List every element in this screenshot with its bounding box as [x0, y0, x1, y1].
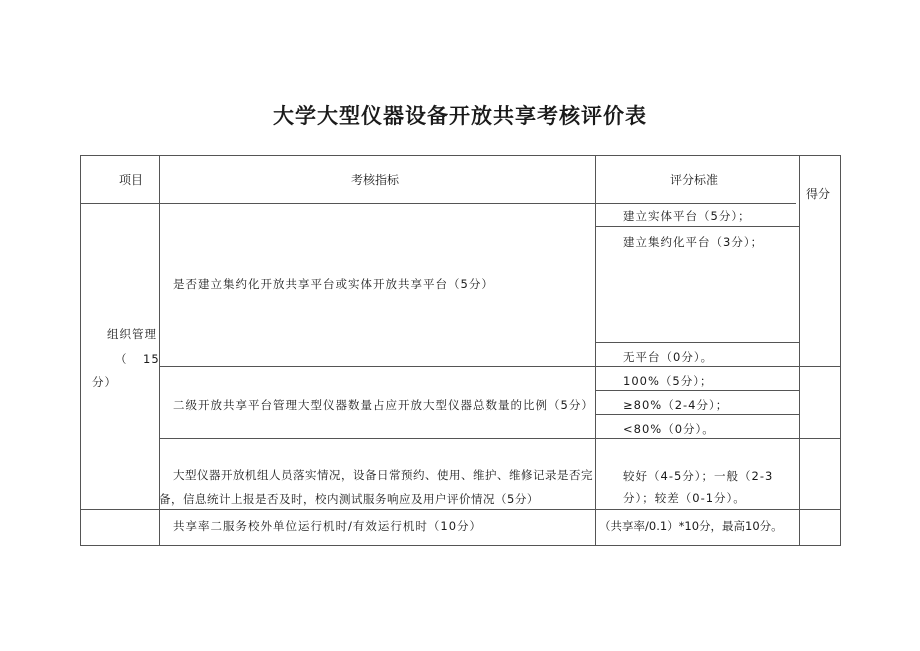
header-standard: 评分标准 — [670, 173, 719, 187]
table-border-left — [80, 155, 81, 546]
row1-sub-divider-2 — [595, 342, 800, 343]
row1-standard-1: 建立实体平台（5分）； — [623, 209, 751, 223]
table-border-top — [80, 155, 841, 156]
row3-divider — [80, 509, 841, 510]
row3-indicator-line2: 备，信息统计上报是否及时，校内测试服务响应及用户评价情况（5分） — [159, 492, 539, 506]
row2-divider — [159, 438, 841, 439]
row1-divider — [159, 366, 841, 367]
row3-standard-line2: 分）；较差（0-1分）。 — [623, 491, 746, 505]
row3-indicator-line1: 大型仪器开放机组人员落实情况，设备日常预约、使用、维护、维修记录是否完 — [173, 468, 593, 482]
row4-indicator: 共享率二服务校外单位运行机时/有效运行机时（10分） — [173, 519, 483, 533]
row2-sub-divider-1 — [595, 390, 800, 391]
header-divider — [80, 203, 796, 204]
row1-sub-divider-1 — [595, 226, 800, 227]
row1-standard-2: 建立集约化平台（3分）； — [623, 235, 764, 249]
row2-indicator: 二级开放共享平台管理大型仪器数量占应开放大型仪器总数量的比例（5分） — [173, 398, 594, 412]
column-divider-2 — [595, 155, 596, 546]
row3-standard-line1: 较好（4-5分）；一般（2-3 — [623, 469, 774, 483]
section-label-points: 15 — [143, 352, 160, 366]
row4-standard: （共享率/0.1）*10分，最高10分。 — [599, 519, 783, 533]
column-divider-3 — [799, 155, 800, 546]
document-title: 大学大型仪器设备开放共享考核评价表 — [273, 104, 647, 128]
row2-standard-2: ≥80%（2-4分）； — [623, 398, 729, 412]
section-label-open-paren: （ — [115, 352, 128, 366]
table-border-right — [840, 155, 841, 546]
row2-sub-divider-2 — [595, 414, 800, 415]
row2-standard-1: 100%（5分）； — [623, 374, 713, 388]
row2-standard-3: <80%（0分）。 — [623, 422, 715, 436]
table-border-bottom — [80, 545, 841, 546]
header-indicator: 考核指标 — [351, 173, 400, 187]
section-label-line3: 分） — [92, 375, 117, 389]
header-score: 得分 — [806, 187, 831, 201]
row1-indicator: 是否建立集约化开放共享平台或实体开放共享平台（5分） — [173, 277, 494, 291]
row1-standard-3: 无平台（0分）。 — [623, 350, 714, 364]
header-item: 项目 — [119, 173, 144, 187]
section-label-line1: 组织管理 — [107, 327, 157, 341]
